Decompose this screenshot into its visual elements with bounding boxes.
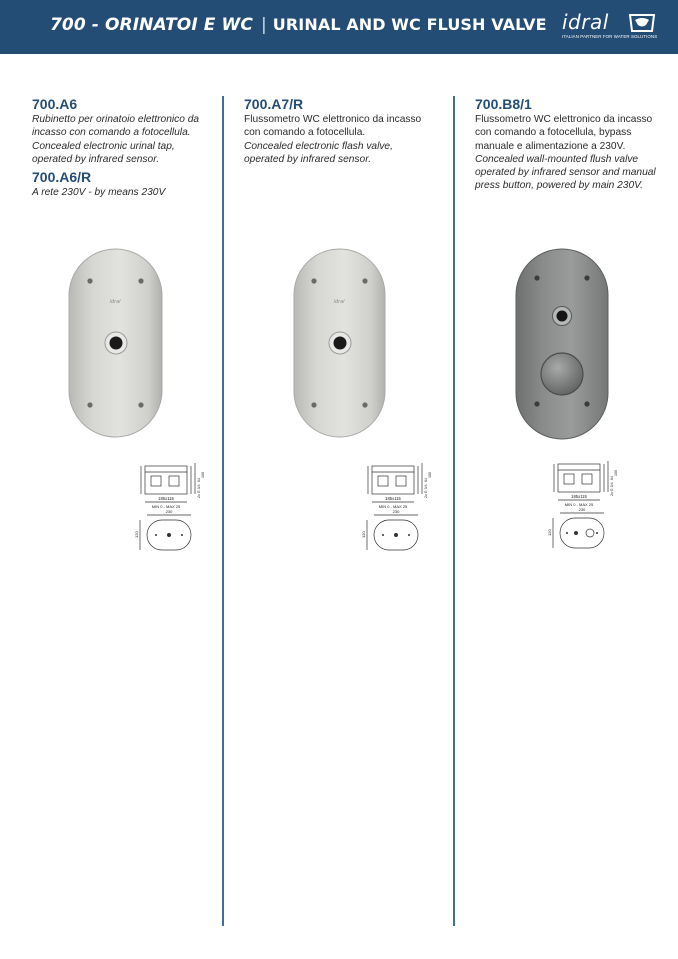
logo-wordmark: idral: [562, 10, 609, 34]
column-divider-1: [222, 96, 224, 926]
product-code: 700.A7/R: [244, 96, 304, 112]
product-description-english: Concealed electronic urinal tap, operated by infrared sensor.: [32, 140, 175, 165]
product-description-english: Concealed electronic flash valve, operated by infrared sensor.: [244, 140, 393, 165]
plate-logo-text: idral: [333, 299, 345, 305]
dimension-box: 185x115: [158, 496, 174, 501]
product-description-italian: Flussometro WC elettronico da incasso con comando a fotocellula, bypass manuale e alimentazione a 230V.: [475, 114, 653, 152]
header-title: [50, 15, 547, 35]
dimension-box: 185x115: [385, 496, 401, 501]
product-column-700-a6: [32, 96, 217, 199]
dimension-thread: 2x G 3/4: [424, 484, 428, 498]
dimension-side: 64: [424, 478, 428, 482]
technical-drawing-700-a6: [133, 458, 205, 558]
product-description-italian: Rubinetto per orinatoio elettronico da incasso con comando a fotocellula.: [32, 114, 200, 139]
dimension-height: 100: [428, 472, 432, 478]
dimension-plate-height: 120: [134, 531, 139, 538]
dimension-thread: 2x G 3/4: [197, 484, 201, 498]
dimension-height: 100: [614, 470, 618, 476]
dimension-side: 64: [610, 476, 614, 480]
product-image-700-a7r: [293, 248, 386, 438]
dimension-thread: 2x G 3/4: [610, 482, 614, 496]
page-header: [0, 0, 678, 54]
product-description-italian: Flussometro WC elettronico da incasso con comando a fotocellula.: [244, 114, 422, 139]
column-divider-2: [453, 96, 455, 926]
header-separator: |: [260, 15, 267, 35]
dimension-depth: MIN 0 - MAX 25: [564, 502, 594, 507]
product-image-700-a6: [68, 248, 163, 438]
product-column-700-a7r: [244, 96, 429, 166]
dimension-height: 100: [201, 472, 205, 478]
dimension-depth: MIN 0 - MAX 25: [378, 504, 408, 509]
logo-mark-icon: [628, 13, 656, 33]
dimension-plate-height: 120: [361, 531, 366, 538]
logo-tagline: ITALIAN PARTNER FOR WATER SOLUTIONS: [562, 34, 658, 39]
dimension-side: 64: [197, 478, 201, 482]
product-code: 700.A6: [32, 96, 78, 112]
header-title-italian: 700 - ORINATOI E WC: [50, 15, 253, 35]
plate-logo-text: idral: [109, 299, 121, 305]
product-code: 700.B8/1: [475, 96, 532, 112]
dimension-box: 185x115: [571, 494, 587, 499]
product-description-english: Concealed wall-mounted flush valve operated by infrared sensor and manual press button, powered by main 230V.: [475, 153, 656, 192]
product-column-700-b8-1: [475, 96, 660, 193]
product-image-700-b8-1: [515, 248, 609, 440]
header-title-english: URINAL AND WC FLUSH VALVE: [272, 15, 547, 34]
dimension-width: 230: [578, 507, 586, 512]
dimension-width: 230: [165, 509, 173, 514]
idral-logo: [560, 10, 664, 44]
technical-drawing-700-a7r: [360, 458, 432, 558]
dimension-depth: MIN 0 - MAX 25: [151, 504, 181, 509]
technical-drawing-700-b8-1: [546, 456, 618, 556]
variant-code: 700.A6/R: [32, 169, 92, 186]
dimension-plate-height: 120: [547, 529, 552, 536]
variant-description: A rete 230V - by means 230V: [32, 187, 166, 199]
dimension-width: 230: [392, 509, 400, 514]
